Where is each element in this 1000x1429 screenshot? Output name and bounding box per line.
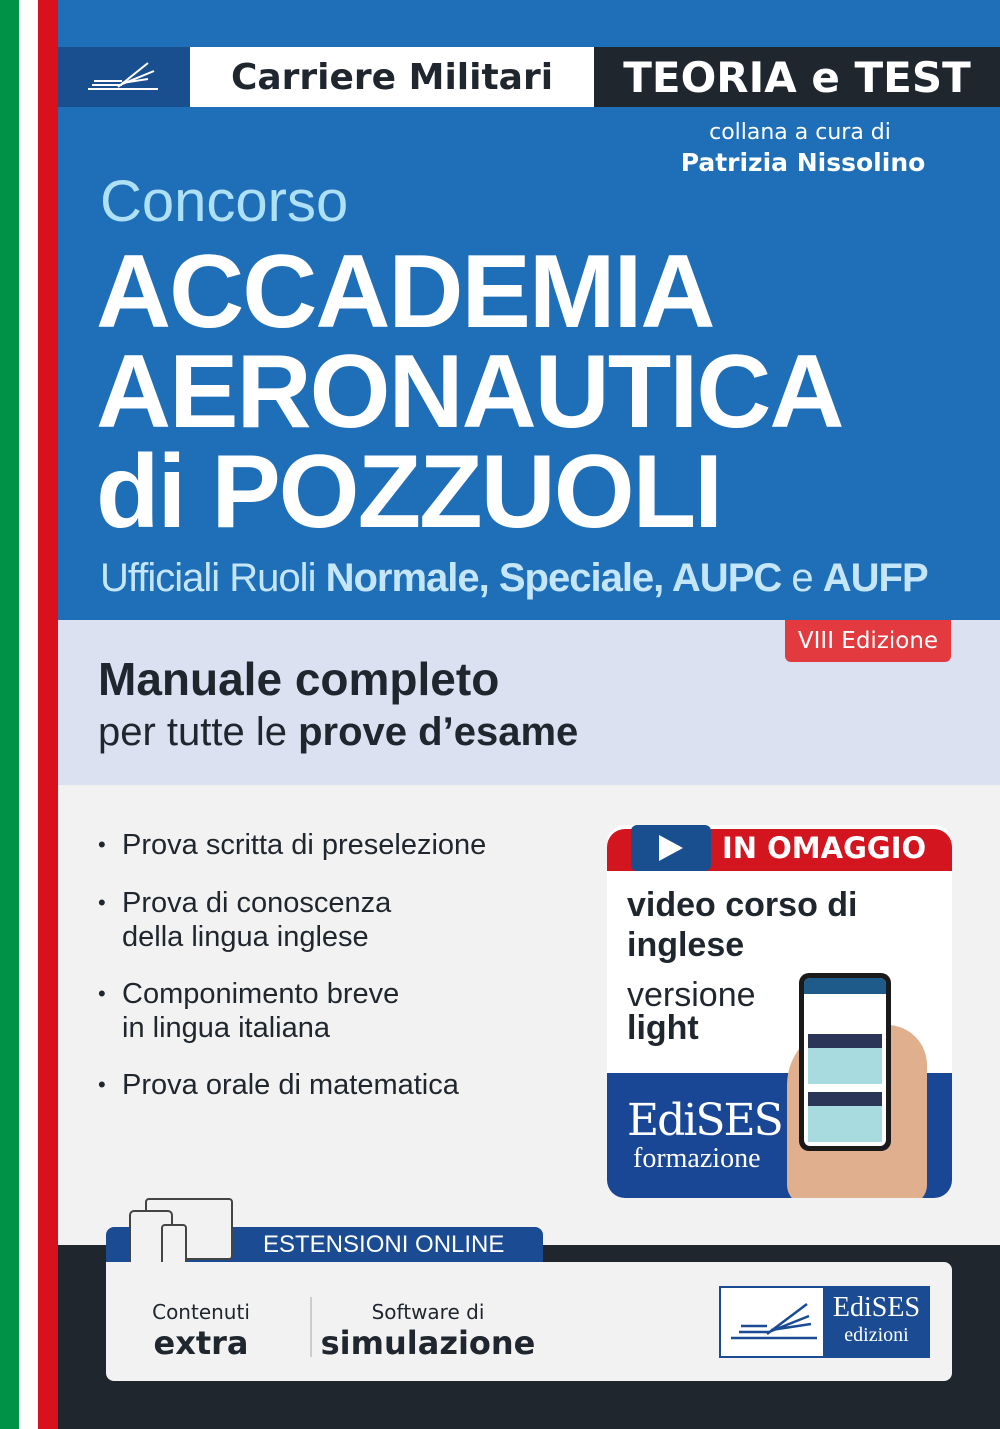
bullet-text: Componimento breve	[122, 978, 400, 1010]
bullet-item: • Prova scritta di preselezione	[98, 829, 487, 861]
title-line-1: ACCADEMIA	[96, 234, 714, 350]
play-icon	[631, 825, 711, 871]
bullet-text: Prova orale di matematica	[122, 1069, 459, 1101]
bullet-item: • Prova di conoscenza della lingua inglese	[98, 887, 392, 953]
type-label: TEORIA e TEST	[594, 47, 1000, 107]
subtitle-pre: Ufficiali Ruoli	[100, 556, 326, 600]
manual-sub-pre: per tutte le	[98, 710, 299, 754]
sim-bold: simulazione	[320, 1324, 536, 1362]
online-card	[106, 1262, 952, 1381]
subtitle-bold: Normale, Speciale, AUPC	[325, 556, 782, 600]
bullet-text: in lingua italiana	[122, 1012, 330, 1044]
gift-brand-sub: formazione	[633, 1143, 761, 1174]
flag-white-stripe	[19, 0, 38, 1429]
manual-sub-bold: prove d’esame	[298, 710, 579, 754]
extra-content	[136, 1300, 266, 1362]
manual-title: Manuale completo	[98, 653, 500, 705]
extra-top: Contenuti	[152, 1300, 250, 1324]
sim-top: Software di	[371, 1300, 485, 1324]
subtitle	[100, 556, 928, 601]
devices-icon	[128, 1197, 236, 1269]
publisher-name: EdiSES	[832, 1292, 921, 1323]
simulation-software	[318, 1300, 538, 1362]
bullet-item: • Prova orale di matematica	[98, 1069, 459, 1101]
bullet-text: Prova di conoscenza	[122, 887, 392, 919]
publisher-name-box	[823, 1288, 930, 1356]
collana-label: collana a cura di	[709, 120, 891, 145]
edition-badge: VIII Edizione	[785, 620, 951, 662]
gift-line-2: inglese	[627, 926, 745, 964]
subtitle-e: e	[781, 556, 823, 600]
book-logo-icon	[58, 47, 190, 107]
bullet-text: Prova scritta di preselezione	[122, 829, 487, 861]
bullet-item: • Componimento breve in lingua italiana	[98, 978, 400, 1044]
divider	[310, 1297, 312, 1357]
subtitle-end: AUFP	[822, 556, 928, 600]
gift-brand: EdiSES	[627, 1095, 782, 1146]
gift-label: IN OMAGGIO	[722, 831, 927, 865]
publisher-sub: edizioni	[844, 1324, 909, 1346]
flag-red-stripe	[38, 0, 58, 1429]
flag-green-stripe	[0, 0, 19, 1429]
online-tab: ESTENSIONI ONLINE	[106, 1227, 543, 1263]
gift-box	[607, 825, 952, 1198]
series-label: Carriere Militari	[190, 47, 594, 107]
title-kicker: Concorso	[100, 169, 349, 234]
gift-line-4: light	[627, 1009, 699, 1047]
publisher-logo	[719, 1286, 930, 1358]
gift-line-1: video corso di	[627, 886, 858, 924]
phone-image	[799, 973, 891, 1151]
title-line-2: AERONAUTICA	[96, 334, 843, 450]
extra-bold: extra	[153, 1324, 249, 1362]
manual-subtitle	[98, 710, 578, 755]
title-line-3: di POZZUOLI	[96, 434, 722, 550]
book-logo-icon	[721, 1288, 821, 1356]
author-name: Patrizia Nissolino	[680, 148, 926, 177]
gift-line-3: versione	[627, 976, 756, 1014]
bullet-text: della lingua inglese	[122, 921, 369, 953]
